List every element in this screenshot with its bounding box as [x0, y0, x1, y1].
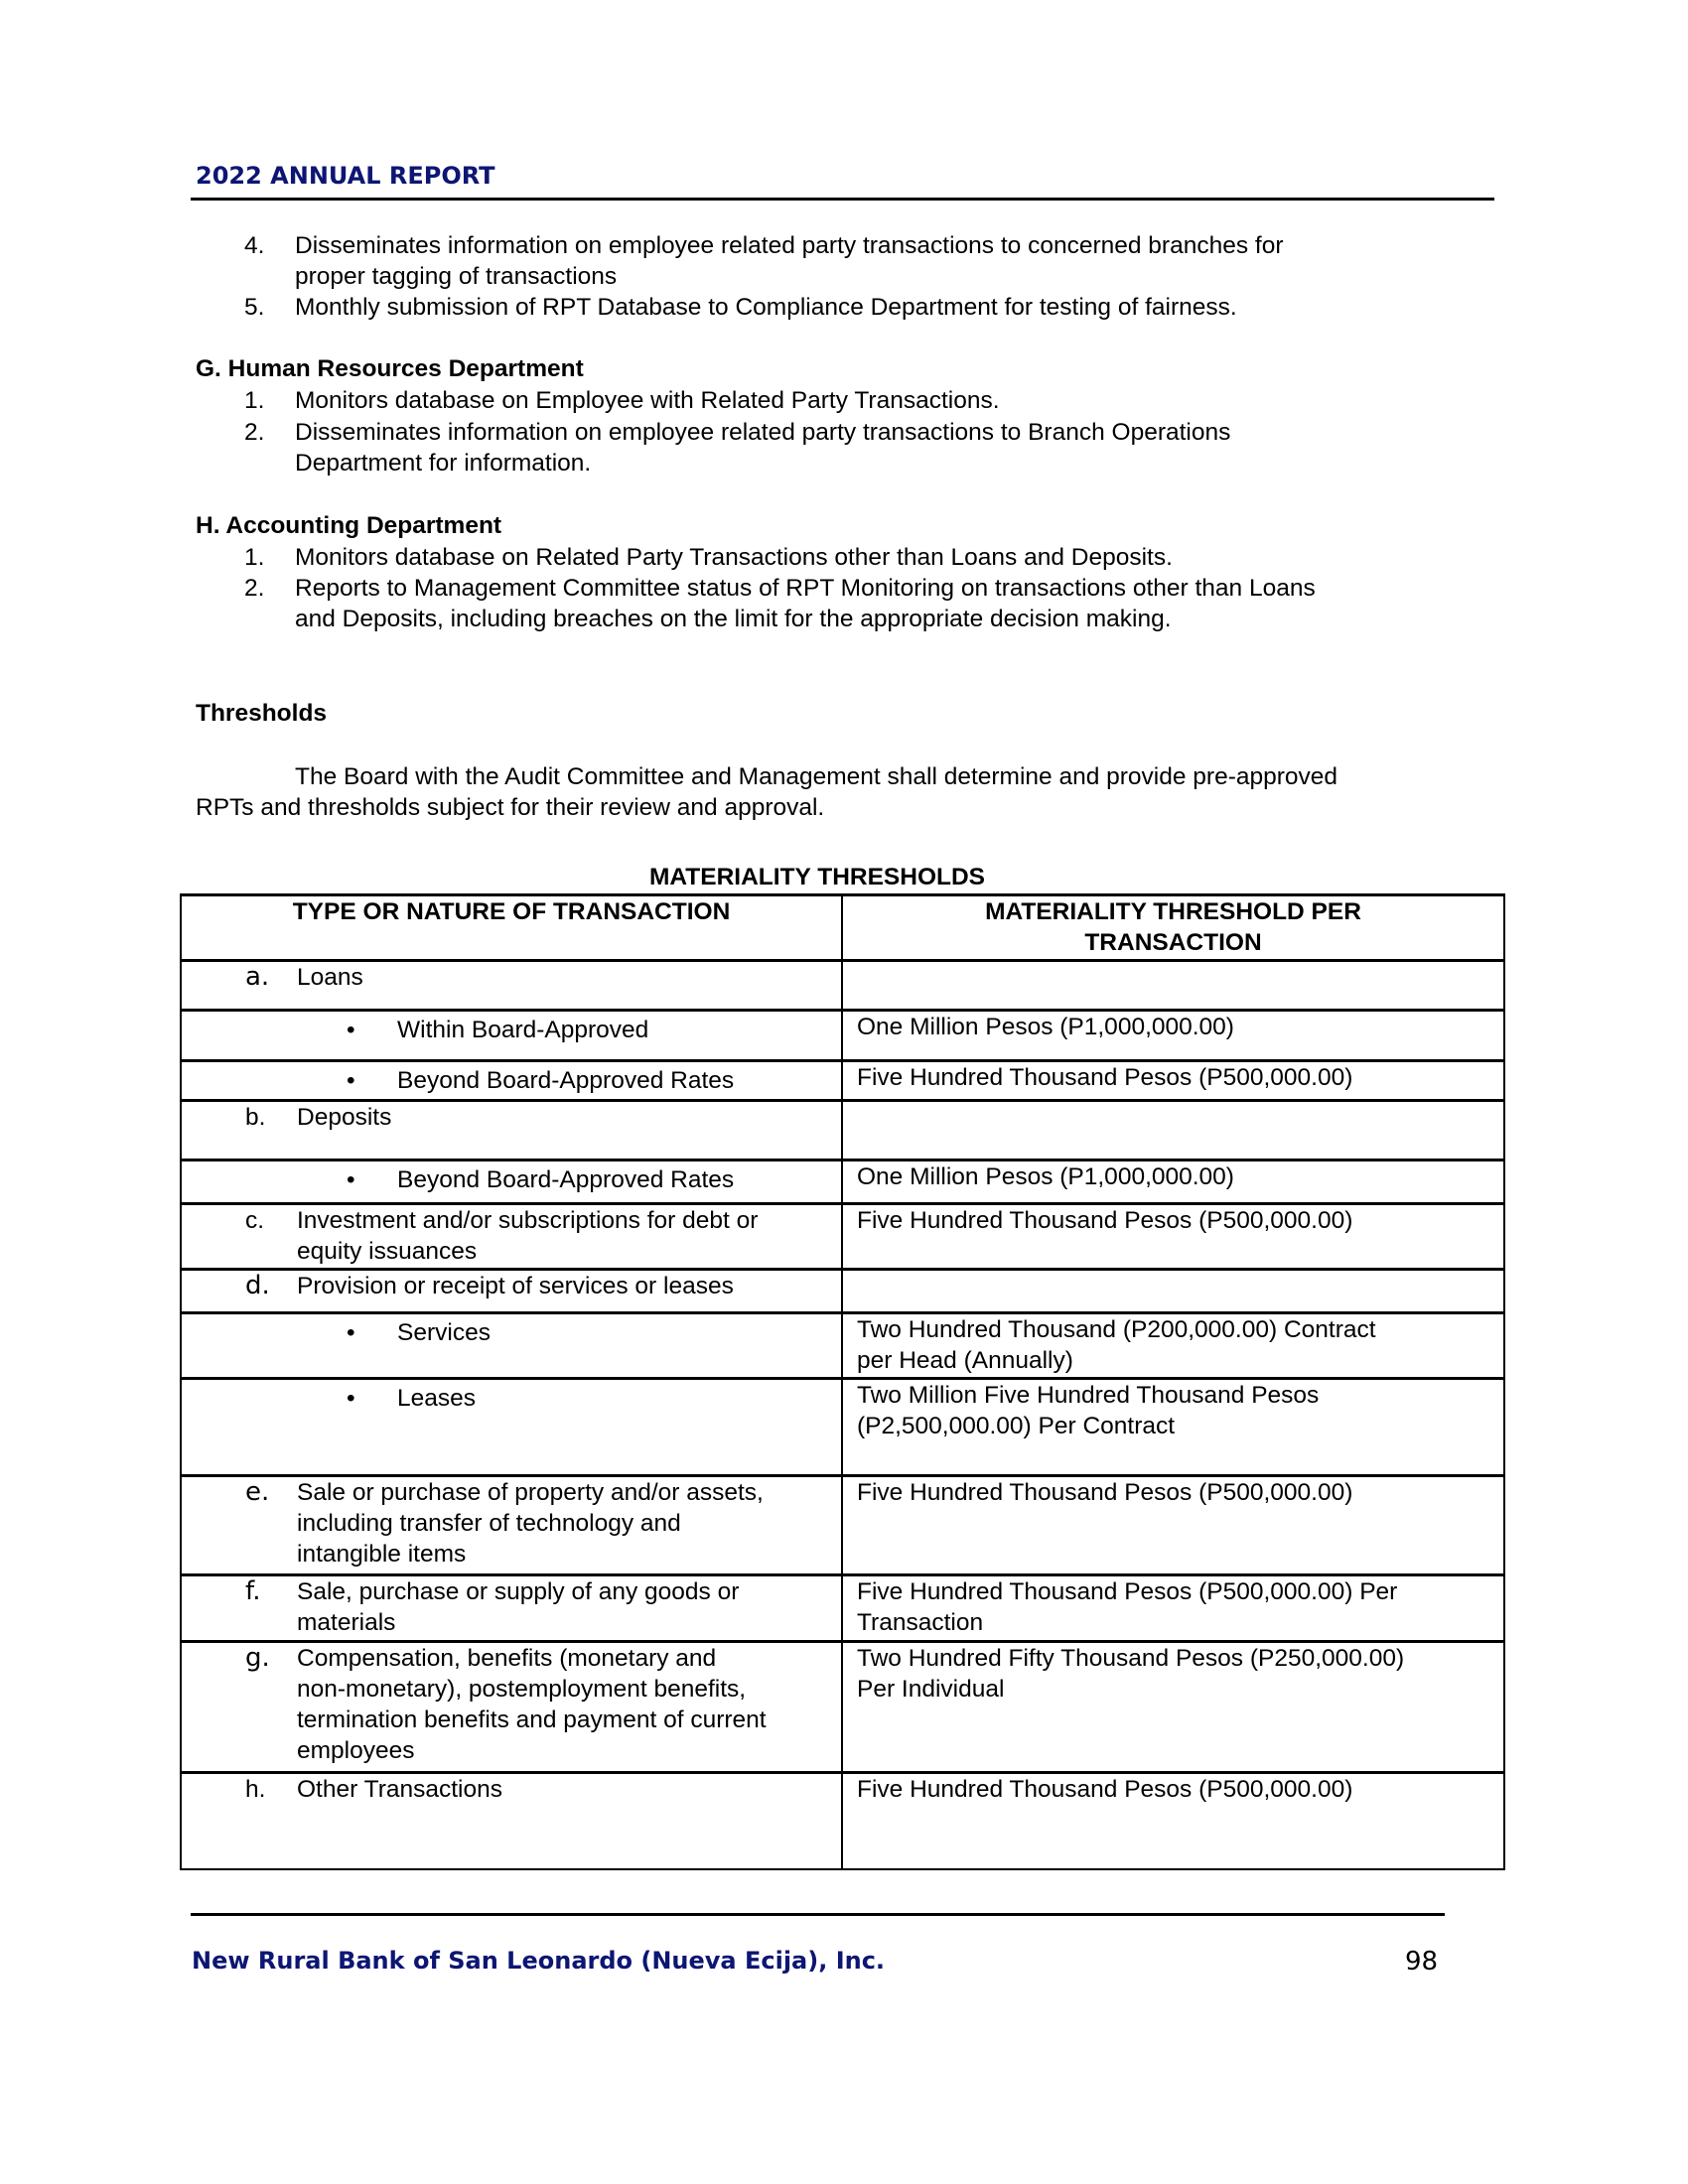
bullet-icon: •: [347, 1385, 355, 1412]
table-row: [181, 1379, 1504, 1476]
footer-bank-name: New Rural Bank of San Leonardo (Nueva Ecija), Inc.: [192, 1947, 886, 1975]
report-header-title: 2022 ANNUAL REPORT: [196, 162, 495, 190]
transaction-type-cell: [181, 1061, 842, 1101]
threshold-value-text: One Million Pesos (P1,000,000.00): [857, 1163, 1234, 1190]
column-header-text: MATERIALITY THRESHOLD PER: [985, 898, 1361, 925]
threshold-value-cell: [842, 1204, 1504, 1270]
item-letter: a.: [245, 962, 270, 992]
column-header-transaction-type: [181, 895, 842, 961]
transaction-subtype-text: Within Board-Approved: [397, 1017, 649, 1043]
table-row: [181, 961, 1504, 1011]
list-item-text-line: Disseminates information on employee related party transactions to concerned branches for: [295, 232, 1284, 259]
transaction-type-text: Deposits: [297, 1104, 392, 1131]
thresholds-paragraph-line: The Board with the Audit Committee and Management shall determine and provide pre-approved: [295, 763, 1338, 790]
list-item-text-line: and Deposits, including breaches on the limit for the appropriate decision making.: [295, 606, 1172, 632]
list-item-text-line: Disseminates information on employee related party transactions to Branch Operations: [295, 419, 1231, 446]
threshold-value-cell: [842, 1773, 1504, 1869]
transaction-type-cell: [181, 961, 842, 1011]
bullet-icon: •: [347, 1017, 355, 1043]
transaction-type-text: Provision or receipt of services or leases: [297, 1273, 734, 1299]
list-item-text-line: Reports to Management Committee status of RPT Monitoring on transactions other than Loans: [295, 575, 1316, 602]
threshold-value-cell: [842, 961, 1504, 1011]
table-caption: MATERIALITY THRESHOLDS: [649, 864, 986, 890]
transaction-type-text: non-monetary), postemployment benefits,: [297, 1676, 747, 1703]
table-row: [181, 1270, 1504, 1313]
threshold-value-cell: [842, 1101, 1504, 1160]
list-item-text-line: Department for information.: [295, 450, 592, 477]
transaction-type-text: Compensation, benefits (monetary and: [297, 1645, 717, 1672]
transaction-type-text: Other Transactions: [297, 1776, 502, 1803]
list-item-text-line: Monthly submission of RPT Database to Compliance Department for testing of fairness.: [295, 294, 1237, 321]
threshold-value-text: Per Individual: [857, 1676, 1005, 1703]
transaction-type-cell: [181, 1101, 842, 1160]
transaction-type-text: Sale or purchase of property and/or assets,: [297, 1479, 764, 1506]
page-number: 98: [1405, 1947, 1439, 1977]
table-row: [181, 1773, 1504, 1869]
item-letter: f.: [245, 1576, 261, 1606]
threshold-value-text: Two Hundred Thousand (P200,000.00) Contract: [857, 1316, 1376, 1343]
transaction-type-cell: [181, 1476, 842, 1575]
transaction-type-text: Investment and/or subscriptions for debt or: [297, 1207, 759, 1234]
threshold-value-cell: [842, 1476, 1504, 1575]
threshold-value-cell: [842, 1061, 1504, 1101]
transaction-type-cell: [181, 1642, 842, 1773]
threshold-value-text: Transaction: [857, 1609, 984, 1636]
threshold-value-cell: [842, 1011, 1504, 1061]
transaction-type-cell: [181, 1160, 842, 1204]
threshold-value-text: Five Hundred Thousand Pesos (P500,000.00): [857, 1776, 1353, 1803]
transaction-type-cell: [181, 1773, 842, 1869]
threshold-value-cell: [842, 1575, 1504, 1642]
threshold-value-cell: [842, 1379, 1504, 1476]
threshold-value-text: Five Hundred Thousand Pesos (P500,000.00): [857, 1064, 1353, 1091]
table-header-row: [181, 895, 1504, 961]
threshold-value-cell: [842, 1270, 1504, 1313]
section-heading-human-resources: G. Human Resources Department: [196, 355, 584, 382]
transaction-subtype-text: Leases: [397, 1385, 477, 1412]
threshold-value-cell: [842, 1160, 1504, 1204]
table-row: [181, 1642, 1504, 1773]
transaction-type-cell: [181, 1270, 842, 1313]
list-item-text-line: proper tagging of transactions: [295, 263, 618, 290]
transaction-type-cell: [181, 1379, 842, 1476]
transaction-type-cell: [181, 1313, 842, 1379]
item-letter: g.: [245, 1643, 270, 1673]
transaction-subtype-text: Beyond Board-Approved Rates: [397, 1166, 735, 1193]
list-number: 1.: [244, 544, 265, 571]
table-row: [181, 1476, 1504, 1575]
threshold-value-text: Five Hundred Thousand Pesos (P500,000.00) Per: [857, 1578, 1398, 1605]
transaction-type-text: materials: [297, 1609, 396, 1636]
item-letter: c.: [245, 1207, 265, 1234]
table-row: [181, 1061, 1504, 1101]
list-number: 4.: [244, 232, 265, 259]
threshold-value-text: Two Million Five Hundred Thousand Pesos: [857, 1382, 1320, 1409]
threshold-value-text: Five Hundred Thousand Pesos (P500,000.00): [857, 1207, 1353, 1234]
transaction-type-cell: [181, 1204, 842, 1270]
thresholds-paragraph-line: RPTs and thresholds subject for their review and approval.: [196, 794, 825, 821]
threshold-value-text: (P2,500,000.00) Per Contract: [857, 1413, 1176, 1439]
transaction-type-text: intangible items: [297, 1541, 467, 1568]
transaction-type-text: Sale, purchase or supply of any goods or: [297, 1578, 740, 1605]
column-header-threshold: [842, 895, 1504, 961]
threshold-value-cell: [842, 1313, 1504, 1379]
transaction-subtype-text: Services: [397, 1319, 491, 1346]
item-letter: b.: [245, 1104, 266, 1131]
threshold-value-cell: [842, 1642, 1504, 1773]
item-letter: e.: [245, 1477, 270, 1507]
list-number: 5.: [244, 294, 265, 321]
table-row: [181, 1160, 1504, 1204]
transaction-subtype-text: Beyond Board-Approved Rates: [397, 1067, 735, 1094]
thresholds-heading: Thresholds: [196, 700, 328, 727]
bullet-icon: •: [347, 1166, 355, 1193]
section-heading-accounting: H. Accounting Department: [196, 512, 502, 539]
materiality-thresholds-table: [180, 893, 1505, 1870]
table-row: [181, 1313, 1504, 1379]
transaction-type-text: equity issuances: [297, 1238, 478, 1265]
transaction-type-text: including transfer of technology and: [297, 1510, 681, 1537]
footer-rule: [191, 1913, 1445, 1916]
list-number: 2.: [244, 419, 265, 446]
column-header-text: TYPE OR NATURE OF TRANSACTION: [292, 898, 731, 925]
transaction-type-text: Loans: [297, 964, 363, 991]
bullet-icon: •: [347, 1067, 355, 1094]
table-row: [181, 1204, 1504, 1270]
header-rule: [191, 198, 1494, 201]
threshold-value-text: Five Hundred Thousand Pesos (P500,000.00): [857, 1479, 1353, 1506]
list-item-text-line: Monitors database on Employee with Related Party Transactions.: [295, 387, 1000, 414]
bullet-icon: •: [347, 1319, 355, 1346]
threshold-value-text: Two Hundred Fifty Thousand Pesos (P250,000.00): [857, 1645, 1405, 1672]
transaction-type-text: employees: [297, 1737, 415, 1764]
threshold-value-text: per Head (Annually): [857, 1347, 1073, 1374]
transaction-type-cell: [181, 1575, 842, 1642]
list-item-text-line: Monitors database on Related Party Transactions other than Loans and Deposits.: [295, 544, 1173, 571]
table-row: [181, 1101, 1504, 1160]
transaction-type-text: termination benefits and payment of current: [297, 1706, 767, 1733]
table-row: [181, 1011, 1504, 1061]
list-number: 1.: [244, 387, 265, 414]
column-header-text: TRANSACTION: [1084, 929, 1262, 956]
table-row: [181, 1575, 1504, 1642]
item-letter: d.: [245, 1271, 270, 1300]
threshold-value-text: One Million Pesos (P1,000,000.00): [857, 1014, 1234, 1040]
item-letter: h.: [245, 1776, 266, 1803]
list-number: 2.: [244, 575, 265, 602]
transaction-type-cell: [181, 1011, 842, 1061]
